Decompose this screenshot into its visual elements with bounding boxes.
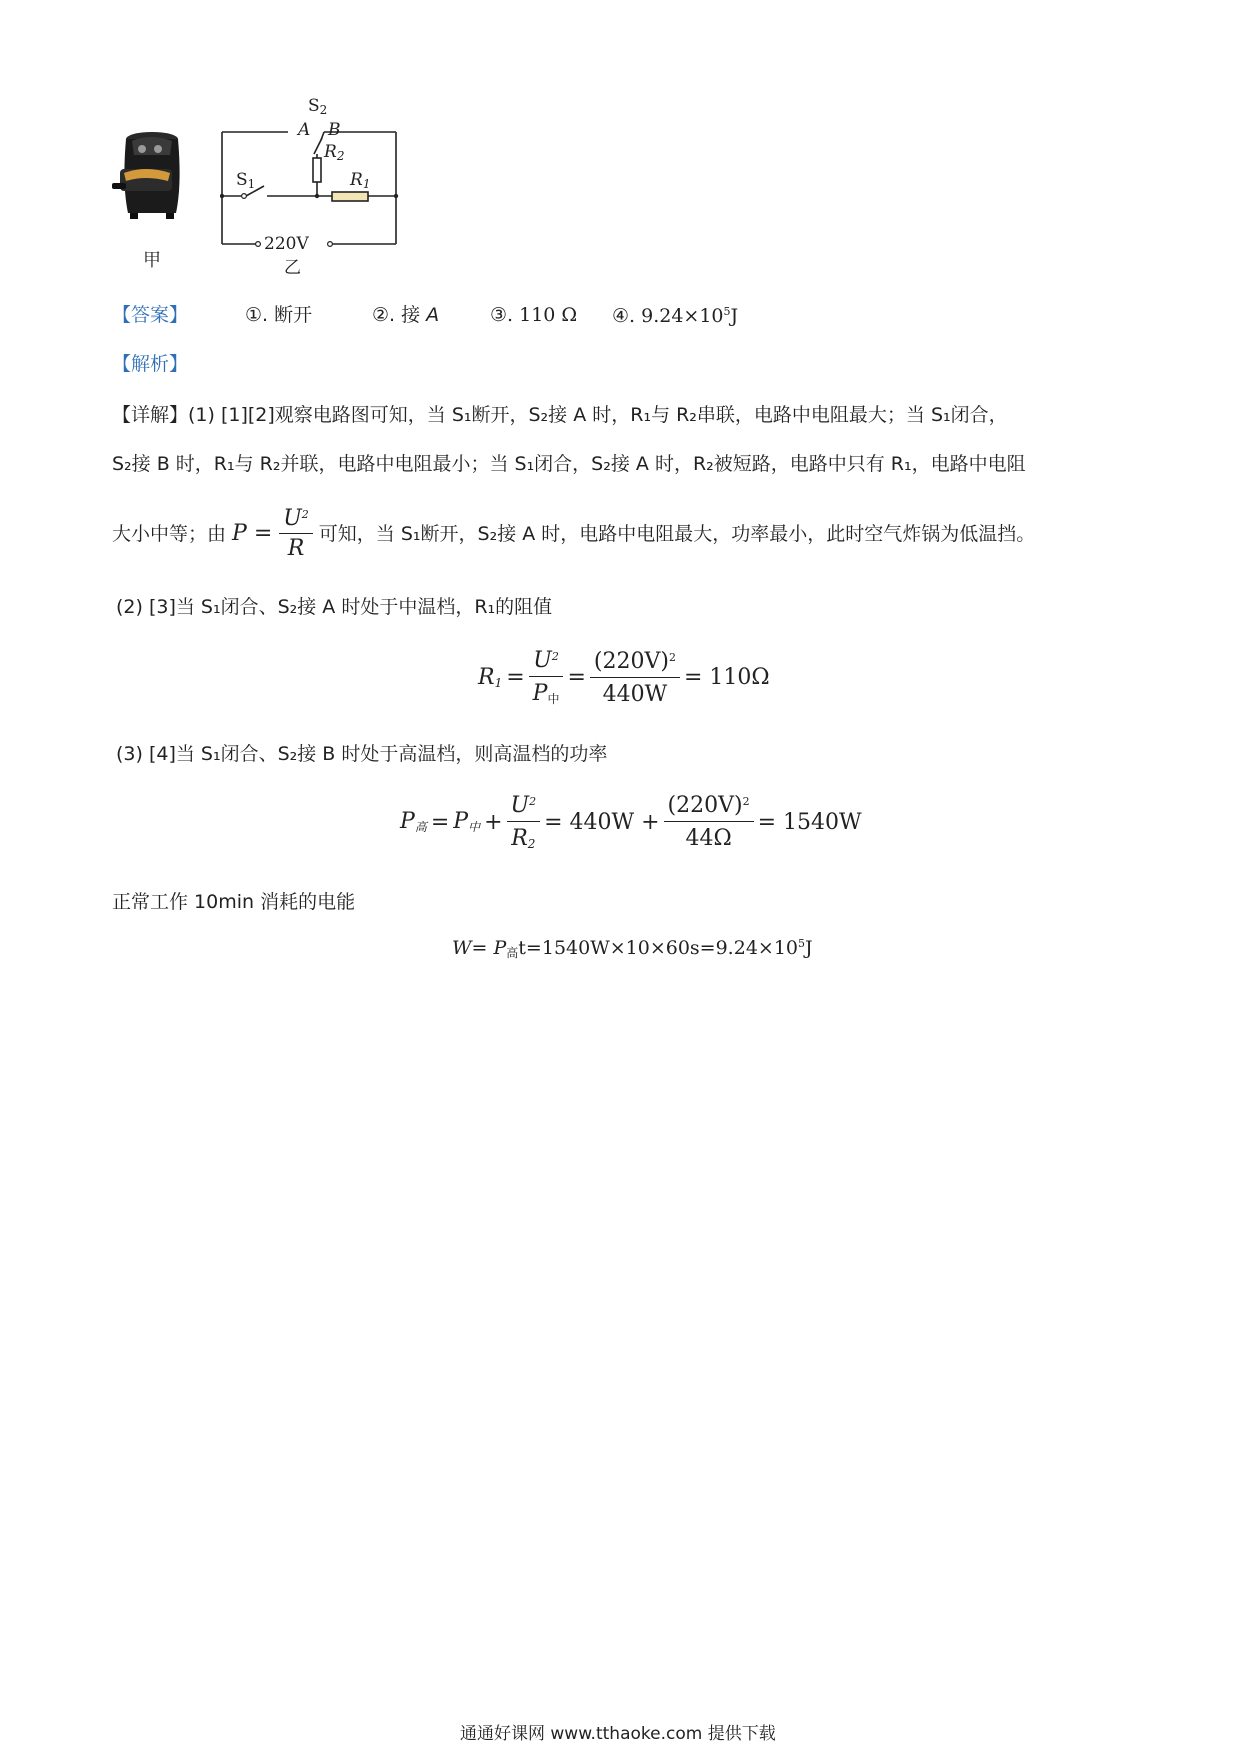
- detail-line-2: S₂接 B 时，R₁与 R₂并联，电路中电阻最小；当 S₁闭合，S₂接 A 时，R₂被短路，电路中只有 R₁，电路中电阻: [112, 453, 1026, 475]
- r1-formula: $R_1$ = $\frac{U^2}{P_中}$ = $\frac{(220V)^2}{440W}$ = 110Ω: [478, 648, 770, 707]
- analysis-tag: 【解析】: [112, 353, 189, 375]
- footer-text: 通通好课网 www.tthaoke.com 提供下载: [460, 1724, 776, 1744]
- detail-para-3: (3) [4]当 S₁闭合、S₂接 B 时处于高温档，则高温档的功率: [116, 743, 608, 765]
- power-formula: P = $\frac{U^2}{R}$: [232, 508, 313, 560]
- answer-item-2: ②. 接 A: [372, 304, 440, 326]
- detail-line-1: 【详解】(1) [1][2]观察电路图可知，当 S₁断开，S₂接 A 时，R₁与 R₂串联，电路中电阻最大；当 S₁闭合，: [112, 404, 1008, 426]
- answer-tag: 【答案】: [112, 304, 189, 326]
- air-fryer-image: [110, 125, 190, 225]
- voltage-label: 220V: [264, 234, 309, 254]
- energy-formula: $W= P_高t=1540W\times 10\times 60s=9.24\times 10^5J$: [452, 937, 813, 960]
- answer-item-3: ③. 110 Ω: [490, 304, 578, 326]
- answer-item-4: ④. $9.24\times 10^5J$: [612, 305, 739, 327]
- figure-yi-label: 乙: [284, 258, 301, 278]
- answer-item-1: ①. 断开: [245, 304, 313, 326]
- s1-label: $S_1$: [236, 170, 256, 191]
- figure-jia-label: 甲: [143, 250, 161, 271]
- detail-para-2: (2) [3]当 S₁闭合、S₂接 A 时处于中温档，R₁的阻值: [116, 596, 553, 618]
- detail-para-4: 正常工作 10min 消耗的电能: [112, 891, 356, 913]
- figure-jia: [110, 125, 190, 225]
- switch-b-label: B: [328, 120, 341, 140]
- circuit-diagram: [220, 96, 400, 278]
- switch-a-label: A: [298, 120, 311, 140]
- p-high-formula: $P_高$ = $P_中$ + $\frac{U^2}{R_2}$ = 440W + $\frac{(220V)^2}{44\Omega}$ = 1540W: [400, 793, 862, 851]
- s2-label: $S_2$: [308, 96, 328, 117]
- r2-label: $R_2$: [324, 142, 345, 163]
- r1-label: $R_1$: [350, 170, 371, 191]
- detail-line-3: 大小中等；由 P = $\frac{U^2}{R}$ 可知，当 S₁断开，S₂接 A 时，电路中电阻最大，功率最小，此时空气炸锅为低温挡。: [112, 506, 1036, 561]
